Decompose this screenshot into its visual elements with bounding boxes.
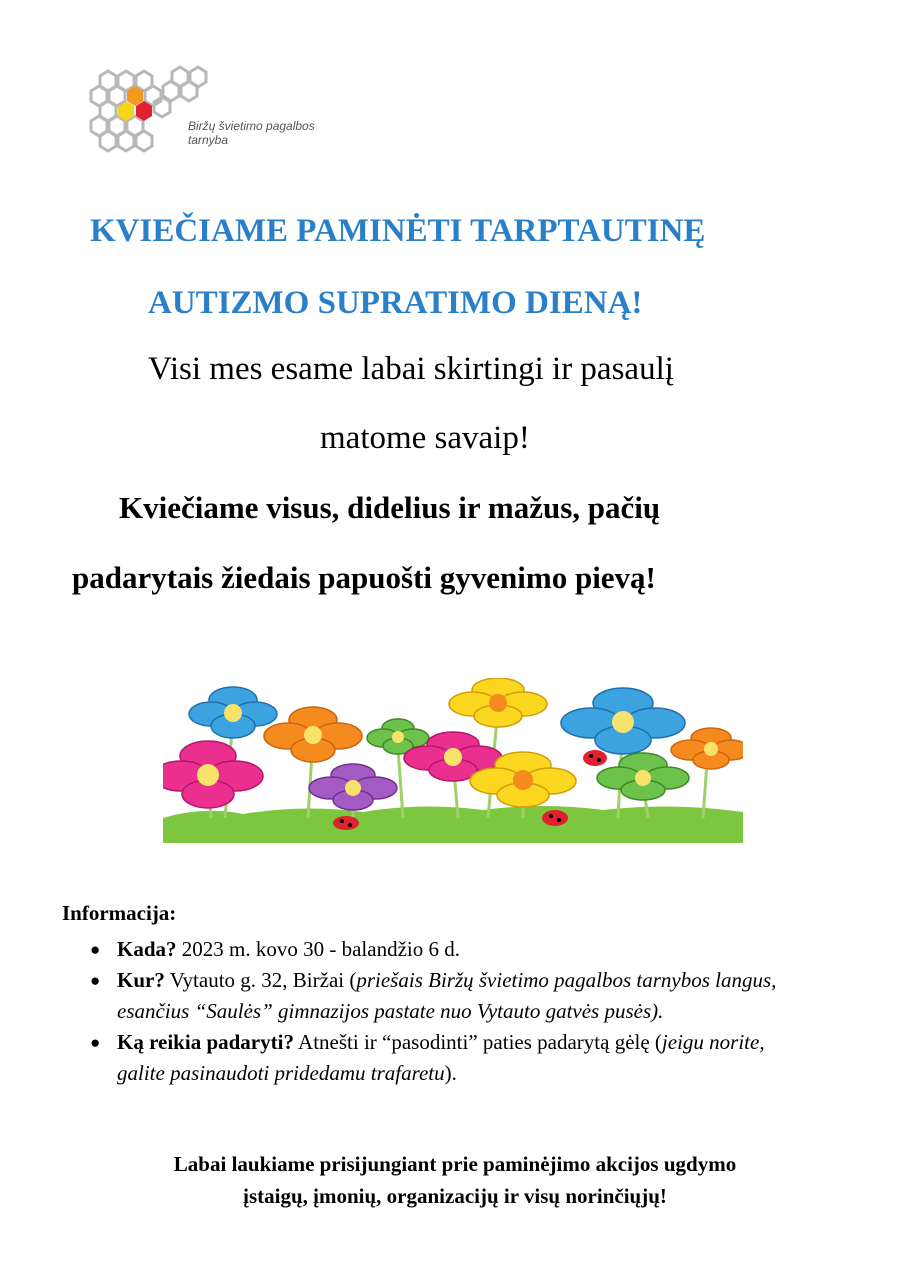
bullet-icon: ● <box>90 940 101 959</box>
logo-text-line1: Biržų švietimo pagalbos <box>188 119 315 133</box>
invitation-line2: padarytais žiedais papuošti gyvenimo pievą! <box>72 560 656 595</box>
headline-line1: KVIEČIAME PAMINĖTI TARPTAUTINĘ <box>90 213 706 249</box>
flower-blue-left <box>189 687 277 738</box>
where-text: Vytauto g. 32, Biržai ( <box>164 968 357 992</box>
grass <box>163 806 743 843</box>
when-text: 2023 m. kovo 30 - balandžio 6 d. <box>176 937 460 961</box>
closing-line1: Labai laukiame prisijungiant prie paminėjimo akcijos ugdymo <box>173 1152 737 1176</box>
ladybug-icon <box>583 750 607 766</box>
what-end: ). <box>444 1061 457 1085</box>
closing-text <box>60 1148 850 1212</box>
flowers-illustration <box>163 678 743 843</box>
logo-text-line2: tarnyba <box>188 133 229 147</box>
info-list <box>90 934 810 1089</box>
info-item-when <box>90 934 810 965</box>
info-heading: Informacija: <box>62 901 177 925</box>
bullet-icon: ● <box>90 1033 101 1052</box>
closing-line2: įstaigų, įmonių, organizacijų ir visų norinčiųjų! <box>243 1184 667 1208</box>
headline-line2: AUTIZMO SUPRATIMO DIENĄ! <box>148 285 643 321</box>
flower-green-right <box>597 753 689 800</box>
what-italic: jeigu norite, galite pasinaudoti pridedamu trafaretu <box>117 1030 765 1085</box>
when-label: Kada? <box>117 937 177 961</box>
info-item-what <box>90 1027 810 1089</box>
flower-purple <box>309 764 397 810</box>
where-label: Kur? <box>117 968 165 992</box>
invitation-line1: Kviečiame visus, didelius ir mažus, pačių <box>119 490 661 525</box>
what-label: Ką reikia padaryti? <box>117 1030 294 1054</box>
honeycomb-logo-icon <box>82 62 212 162</box>
bullet-icon: ● <box>90 971 101 990</box>
info-item-where <box>90 965 810 1027</box>
subtitle-line1: Visi mes esame labai skirtingi ir pasaulį <box>148 351 674 387</box>
logo-text <box>188 119 315 147</box>
flower-yellow-top <box>449 678 547 727</box>
ladybug-icon <box>542 810 568 826</box>
what-text: Atnešti ir “pasodinti” paties padarytą gėlę ( <box>293 1030 662 1054</box>
flower-orange-right <box>671 728 743 769</box>
subtitle-line2: matome savaip! <box>320 420 530 456</box>
flower-pink-left <box>163 741 263 808</box>
ladybug-icon <box>333 816 359 830</box>
logo <box>82 62 347 162</box>
flower-orange-left <box>264 707 362 762</box>
flower-blue-right <box>561 688 685 754</box>
where-italic: priešais Biržų švietimo pagalbos tarnybos langus, esančius “Saulės” gimnazijos pastate nuo Vytauto gatvės pusės). <box>117 968 777 1023</box>
